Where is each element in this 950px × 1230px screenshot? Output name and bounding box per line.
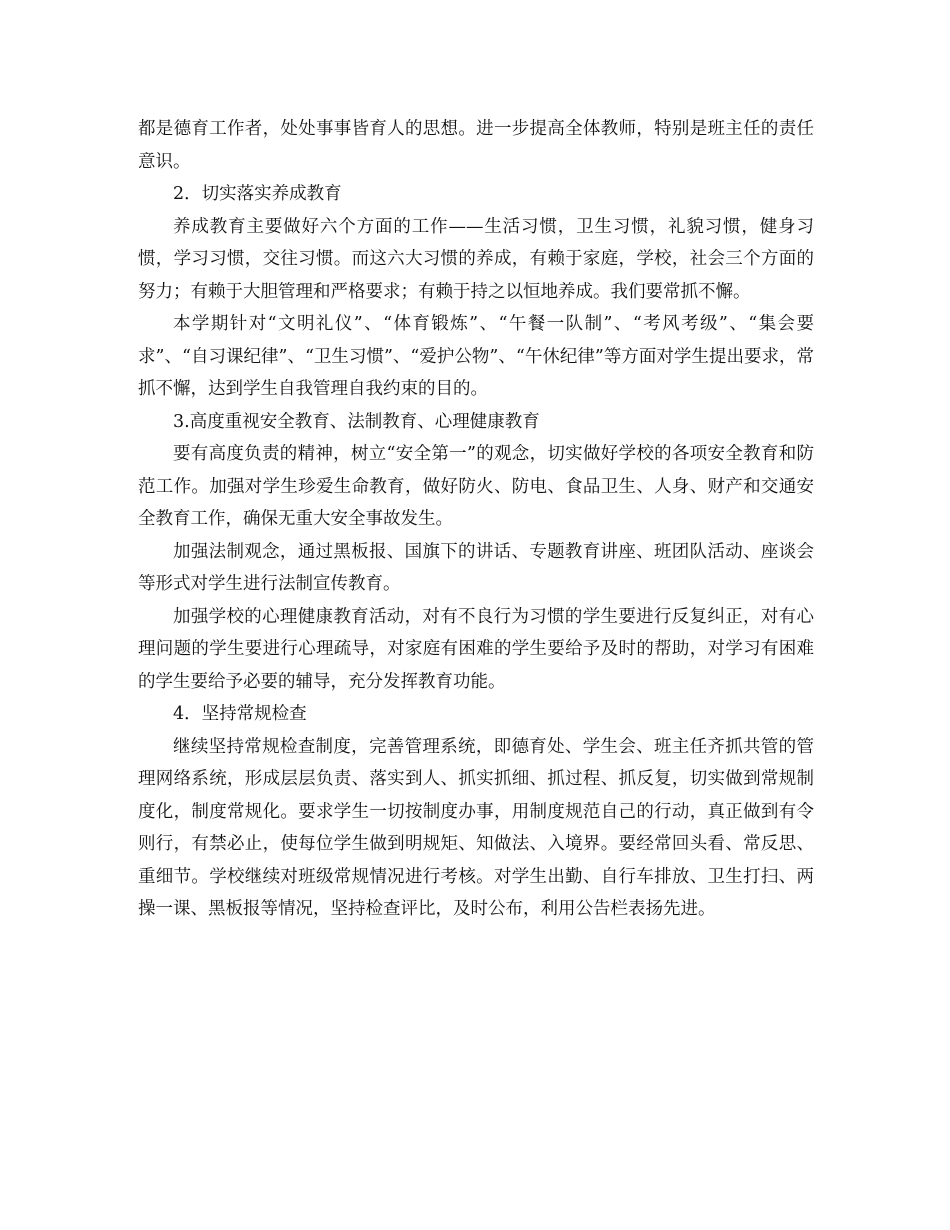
paragraph-habits: 养成教育主要做好六个方面的工作——生活习惯，卫生习惯，礼貌习惯，健身习惯，学习习惯，交往习惯。而这六大习惯的养成，有赖于家庭，学校，社会三个方面的努力；有赖于大胆管理和严格要求；有赖于持之以恒地养成。我们要常抓不懈。 [138, 216, 814, 302]
document-body [138, 113, 814, 926]
paragraph-semester-requirements: 本学期针对“文明礼仪”、“体育锻炼”、“午餐一队制”、“考风考级”、“集会要求”、“自习课纪律”、“卫生习惯”、“爱护公物”、“午休纪律”等方面对学生提出要求，常抓不懈，达到学生自我管理自我约束的目的。 [138, 314, 814, 399]
paragraph-safety: 要有高度负责的精神，树立“安全第一”的观念，切实做好学校的各项安全教育和防范工作。加强对学生珍爱生命教育，做好防火、防电、食品卫生、人身、财产和交通安全教育工作，确保无重大安全事故发生。 [138, 444, 814, 529]
paragraph-mental-health: 加强学校的心理健康教育活动，对有不良行为习惯的学生要进行反复纠正，对有心理问题的学生要进行心理疏导，对家庭有困难的学生要给予及时的帮助，对学习有困难的学生要给予必要的辅导，充分发挥教育功能。 [138, 606, 814, 692]
section-heading-3: 3.高度重视安全教育、法制教育、心理健康教育 [173, 411, 540, 432]
section-heading-2: 2．切实落实养成教育 [173, 184, 342, 204]
paragraph-continuation: 都是德育工作者，处处事事皆育人的思想。进一步提高全体教师，特别是班主任的责任意识。 [138, 119, 814, 172]
paragraph-routine-inspection: 继续坚持常规检查制度，完善管理系统，即德育处、学生会、班主任齐抓共管的管理网络系统，形成层层负责、落实到人、抓实抓细、抓过程、抓反复，切实做到常规制度化，制度常规化。要求学生一切按制度办事，用制度规范自己的行动，真正做到有令则行，有禁必止，使每位学生做到明规矩、知做法、入境界。要经常回头看、常反思、重细节。学校继续对班级常规情况进行考核。对学生出勤、自行车排放、卫生打扫、两操一课、黑板报等情况，坚持检查评比，及时公布，利用公告栏表扬先进。 [138, 736, 814, 919]
paragraph-legal: 加强法制观念，通过黑板报、国旗下的讲话、专题教育讲座、班团队活动、座谈会等形式对学生进行法制宣传教育。 [138, 541, 814, 594]
section-heading-4: 4．坚持常规检查 [173, 704, 307, 724]
